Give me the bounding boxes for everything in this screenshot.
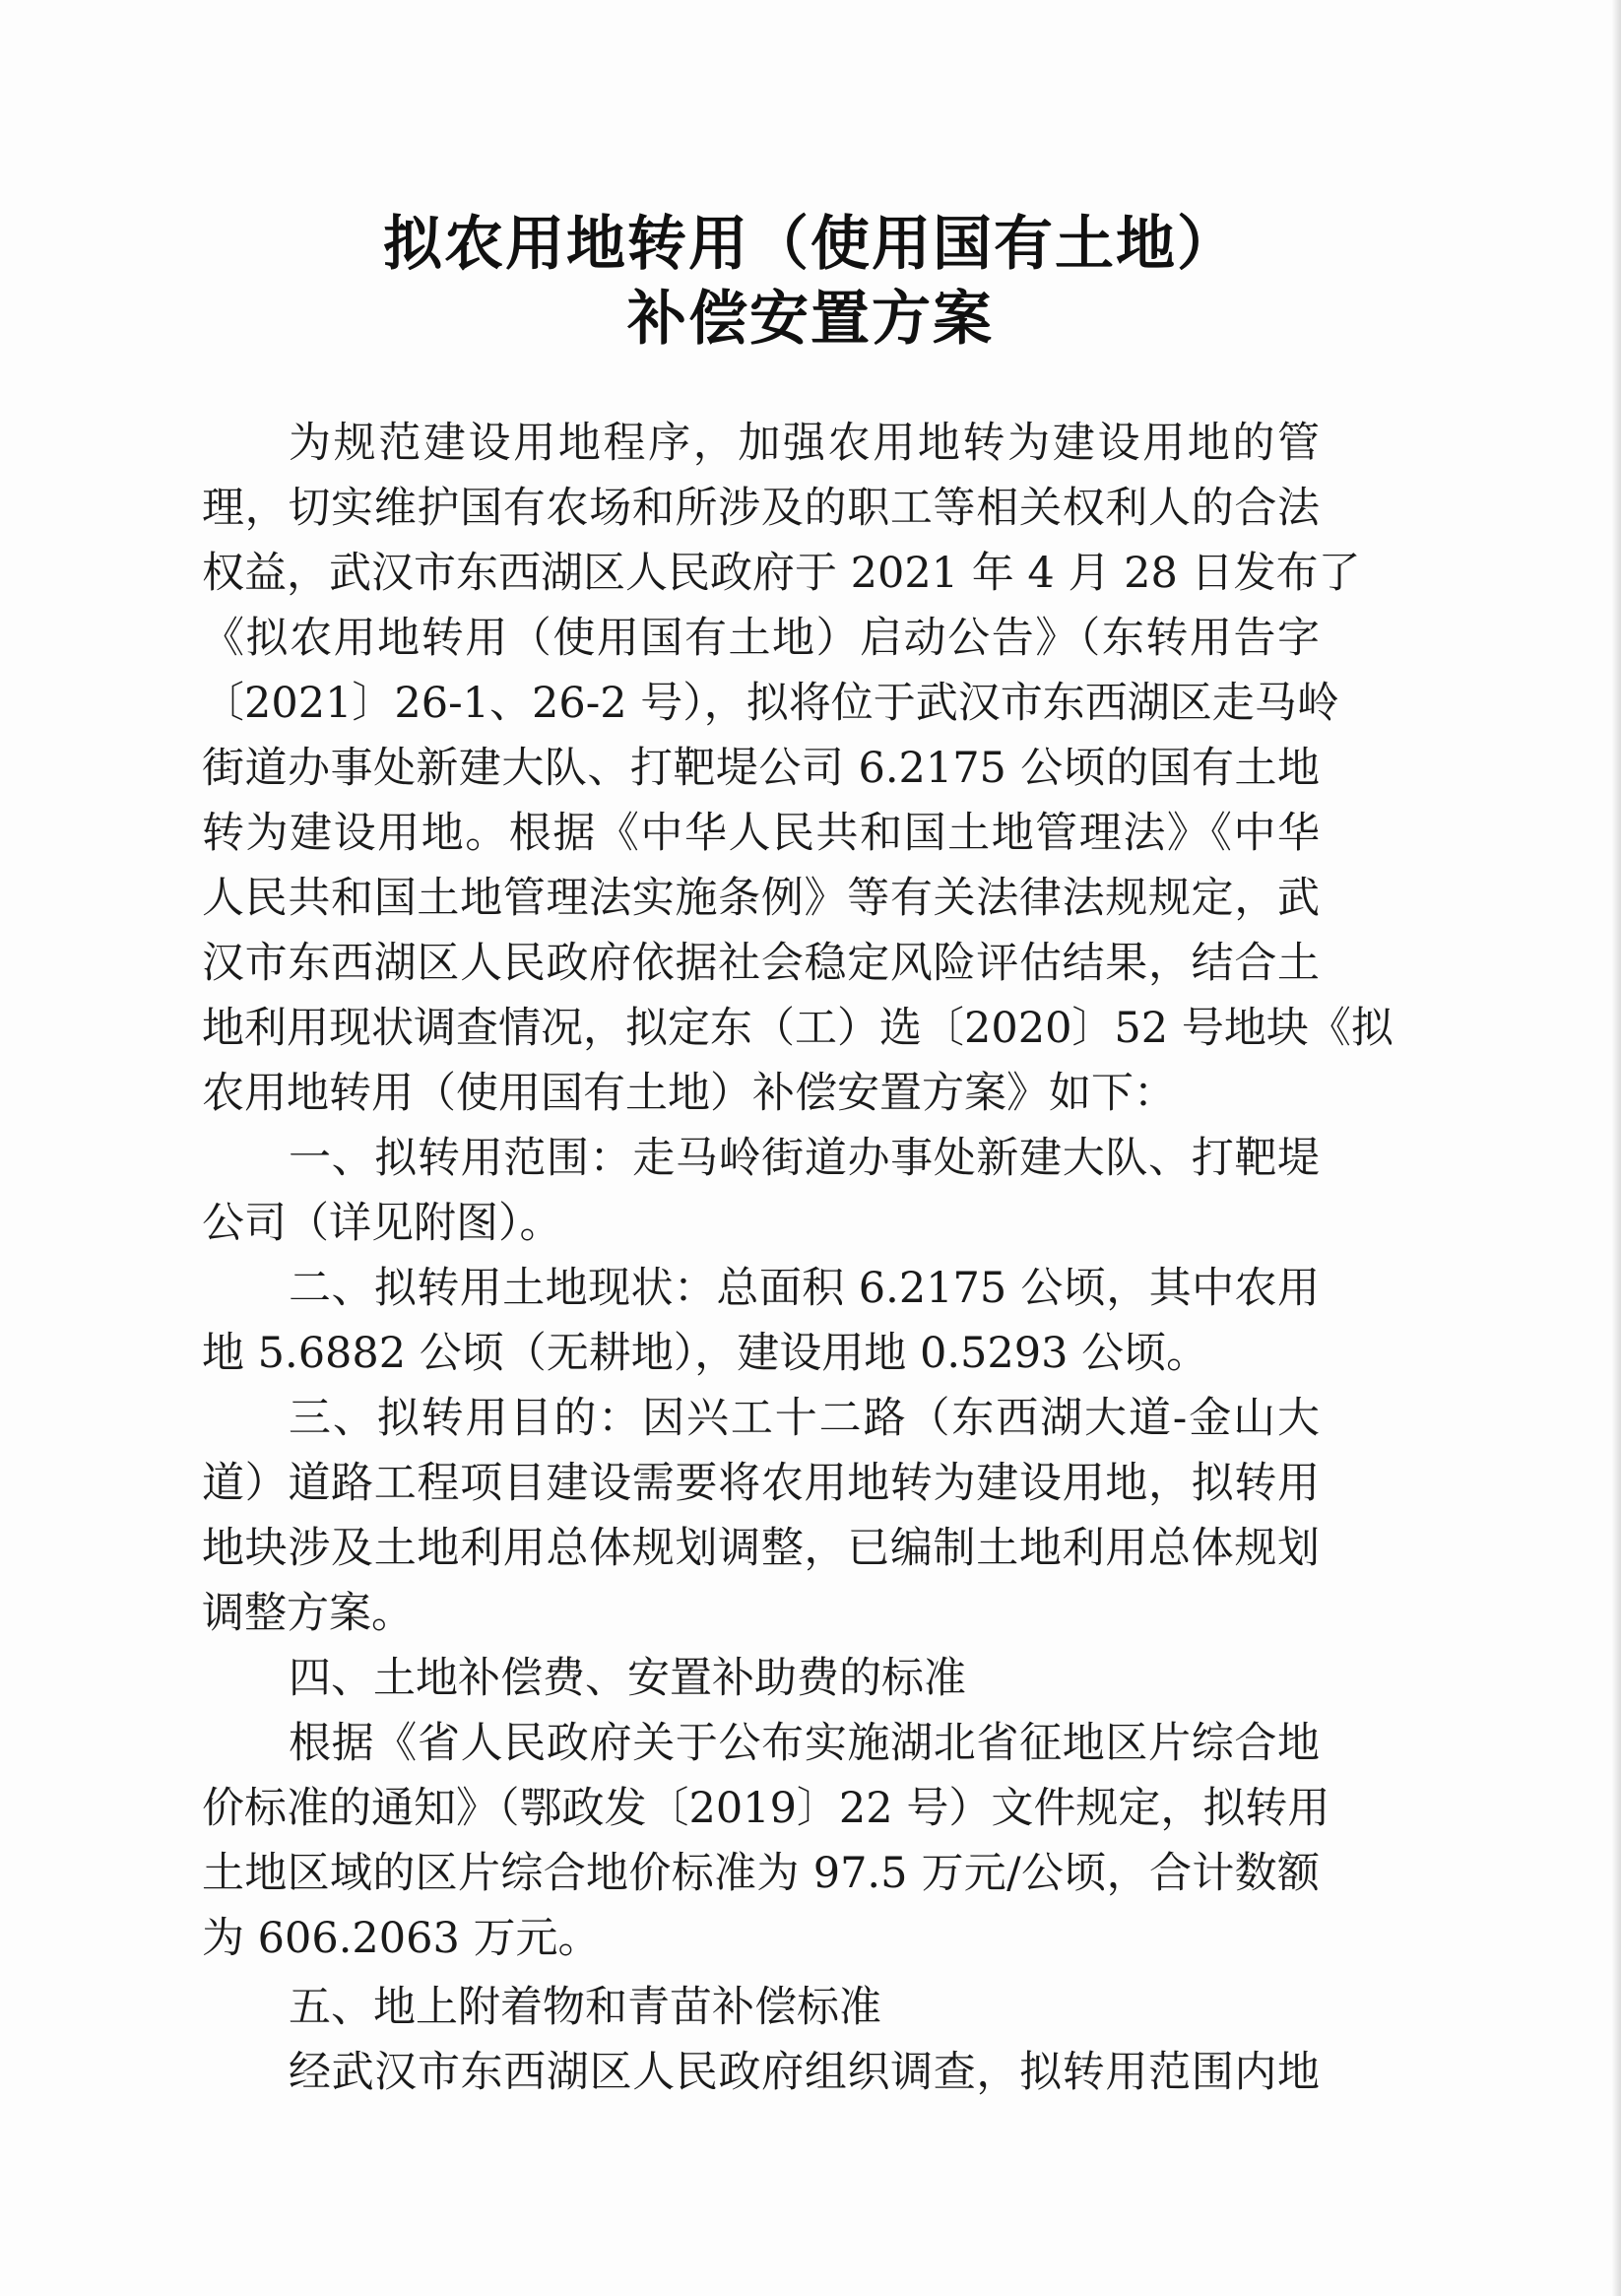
section-1-heading: 一、拟转用范围：走马岭街道办事处新建大队、打靶堤	[289, 1134, 1320, 1183]
paragraph-line: 权益，武汉市东西湖区人民政府于 2021 年 4 月 28 日发布了	[202, 549, 1361, 598]
paragraph-line: 道）道路工程项目建设需要将农用地转为建设用地，拟转用	[202, 1459, 1320, 1508]
paragraph-line: 经武汉市东西湖区人民政府组织调查，拟转用范围内地	[289, 2048, 1320, 2097]
document-title-line-1: 拟农用地转用（使用国有土地）	[383, 210, 1238, 279]
paragraph-line: 公司（详见附图）。	[202, 1199, 562, 1248]
paragraph-line: 土地区域的区片综合地价标准为 97.5 万元/公顷，合计数额	[202, 1849, 1320, 1898]
paragraph-line: 地块涉及土地利用总体规划调整，已编制土地利用总体规划	[202, 1524, 1320, 1573]
section-4-heading: 四、土地补偿费、安置补助费的标准	[289, 1654, 966, 1703]
paragraph-line: 为规范建设用地程序，加强农用地转为建设用地的管	[289, 419, 1320, 468]
paragraph-line: 转为建设用地。根据《中华人民共和国土地管理法》《中华	[202, 809, 1320, 858]
section-2-heading: 二、拟转用土地现状：总面积 6.2175 公顷，其中农用	[289, 1264, 1320, 1313]
paragraph-line: 地利用现状调查情况，拟定东（工）选〔2020〕52 号地块《拟	[202, 1004, 1394, 1053]
paragraph-line: 地 5.6882 公顷（无耕地），建设用地 0.5293 公顷。	[202, 1329, 1209, 1378]
paragraph-line: 街道办事处新建大队、打靶堤公司 6.2175 公顷的国有土地	[202, 744, 1320, 793]
paragraph-line: 《拟农用地转用（使用国有土地）启动公告》（东转用告字	[202, 614, 1320, 663]
paragraph-line: 价标准的通知》（鄂政发〔2019〕22 号）文件规定，拟转用	[202, 1784, 1330, 1833]
paragraph-line: 〔2021〕26-1、26-2 号），拟将位于武汉市东西湖区走马岭	[202, 679, 1339, 728]
paragraph-line: 人民共和国土地管理法实施条例》等有关法律法规规定，武	[202, 874, 1320, 923]
paragraph-line: 调整方案。	[202, 1589, 414, 1638]
section-3-heading: 三、拟转用目的：因兴工十二路（东西湖大道-金山大	[289, 1394, 1320, 1443]
document-title-line-2: 补偿安置方案	[627, 285, 994, 354]
paragraph-line: 汉市东西湖区人民政府依据社会稳定风险评估结果，结合土	[202, 939, 1320, 988]
paragraph-line: 为 606.2063 万元。	[202, 1914, 601, 1963]
paragraph-line: 根据《省人民政府关于公布实施湖北省征地区片综合地	[289, 1719, 1320, 1768]
paragraph-line: 理，切实维护国有农场和所涉及的职工等相关权利人的合法	[202, 484, 1320, 533]
paragraph-line: 农用地转用（使用国有土地）补偿安置方案》如下：	[202, 1069, 1176, 1118]
section-5-heading: 五、地上附着物和青苗补偿标准	[289, 1983, 881, 2032]
page-edge-shadow	[1611, 0, 1621, 2296]
